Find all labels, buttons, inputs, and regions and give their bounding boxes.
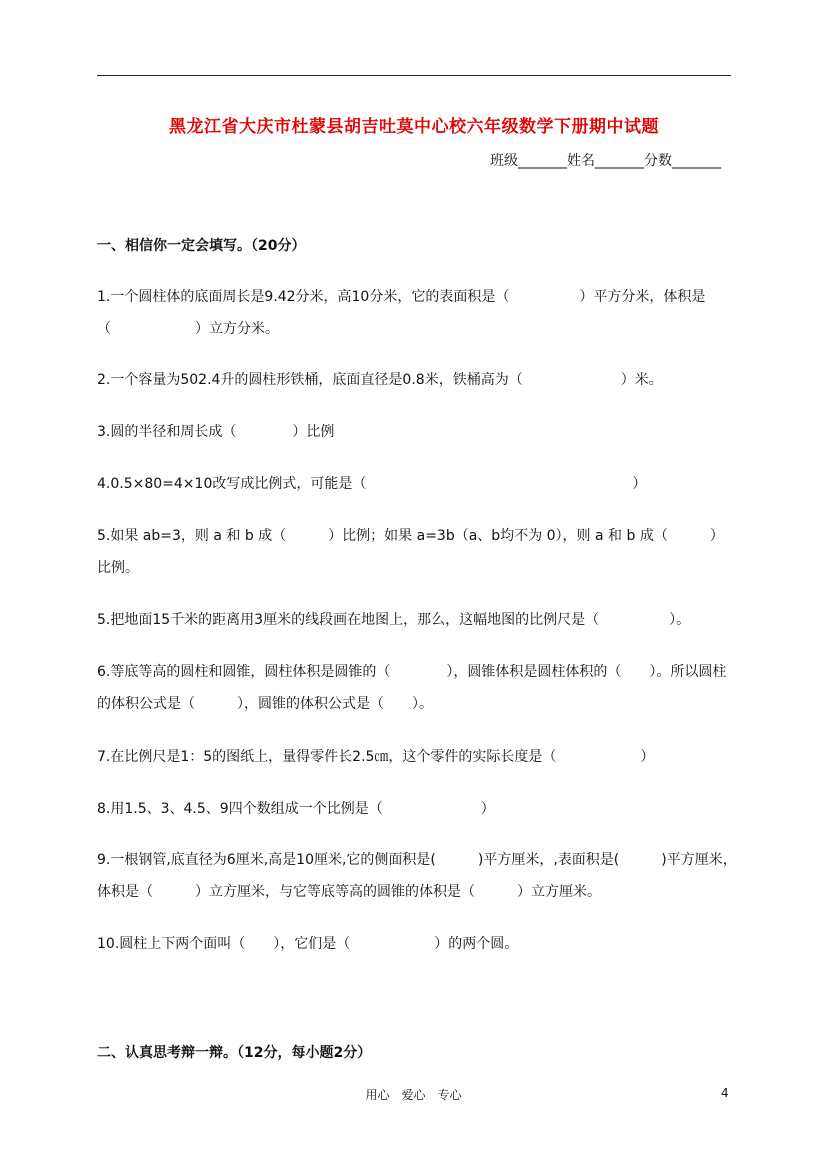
page-number: 4: [721, 1086, 729, 1100]
document-title: 黑龙江省大庆市杜蒙县胡吉吐莫中心校六年级数学下册期中试题: [169, 117, 659, 137]
page-footer: 用心 爱心 专心: [365, 1088, 462, 1102]
question-1: 1.一个圆柱体的底面周长是9.42分米，高10分米，它的表面积是（ ）平方分米，体积是（ ）立方分米。: [97, 289, 706, 337]
question-4: 4.0.5×80=4×10改写成比例式，可能是（ ）: [97, 476, 647, 492]
header-rule: [97, 75, 731, 76]
question-8: 8.用1.5、3、4.5、9四个数组成一个比例是（ ）: [97, 801, 495, 817]
section-1-heading: 一、相信你一定会填写。（20分）: [97, 238, 306, 254]
question-3: 3.圆的半径和周长成（ ）比例: [97, 424, 335, 440]
question-2: 2.一个容量为502.4升的圆柱形铁桶，底面直径是0.8米，铁桶高为（ ）米。: [97, 372, 663, 388]
question-10: 10.圆柱上下两个面叫（ ），它们是（ ）的两个圆。: [97, 936, 519, 952]
question-6: 6.等底等高的圆柱和圆锥，圆柱体积是圆锥的（ ），圆锥体积是圆柱体积的（ ）。所以圆柱的体积公式是（ ），圆锥的体积公式是（ ）。: [97, 664, 727, 712]
student-info-line: 班级_______姓名_______分数_______: [490, 153, 721, 169]
question-5a: 5.如果 ab=3，则 a 和 b 成（ ）比例；如果 a=3b（a、b均不为 0），则 a 和 b 成（ ）比例。: [97, 528, 724, 576]
question-5b: 5.把地面15千米的距离用3厘米的线段画在地图上，那么，这幅地图的比例尺是（ ）。: [97, 612, 691, 628]
question-9: 9.一根钢管,底直径为6厘米,高是10厘米,它的侧面积是( )平方厘米，,表面积是( )平方厘米，体积是（ ）立方厘米，与它等底等高的圆锥的体积是（ ）立方厘米。: [97, 852, 737, 900]
question-7: 7.在比例尺是1：5的图纸上，量得零件长2.5㎝，这个零件的实际长度是（ ）: [97, 749, 655, 765]
section-2-heading: 二、认真思考辩一辩。（12分，每小题2分）: [97, 1045, 372, 1061]
